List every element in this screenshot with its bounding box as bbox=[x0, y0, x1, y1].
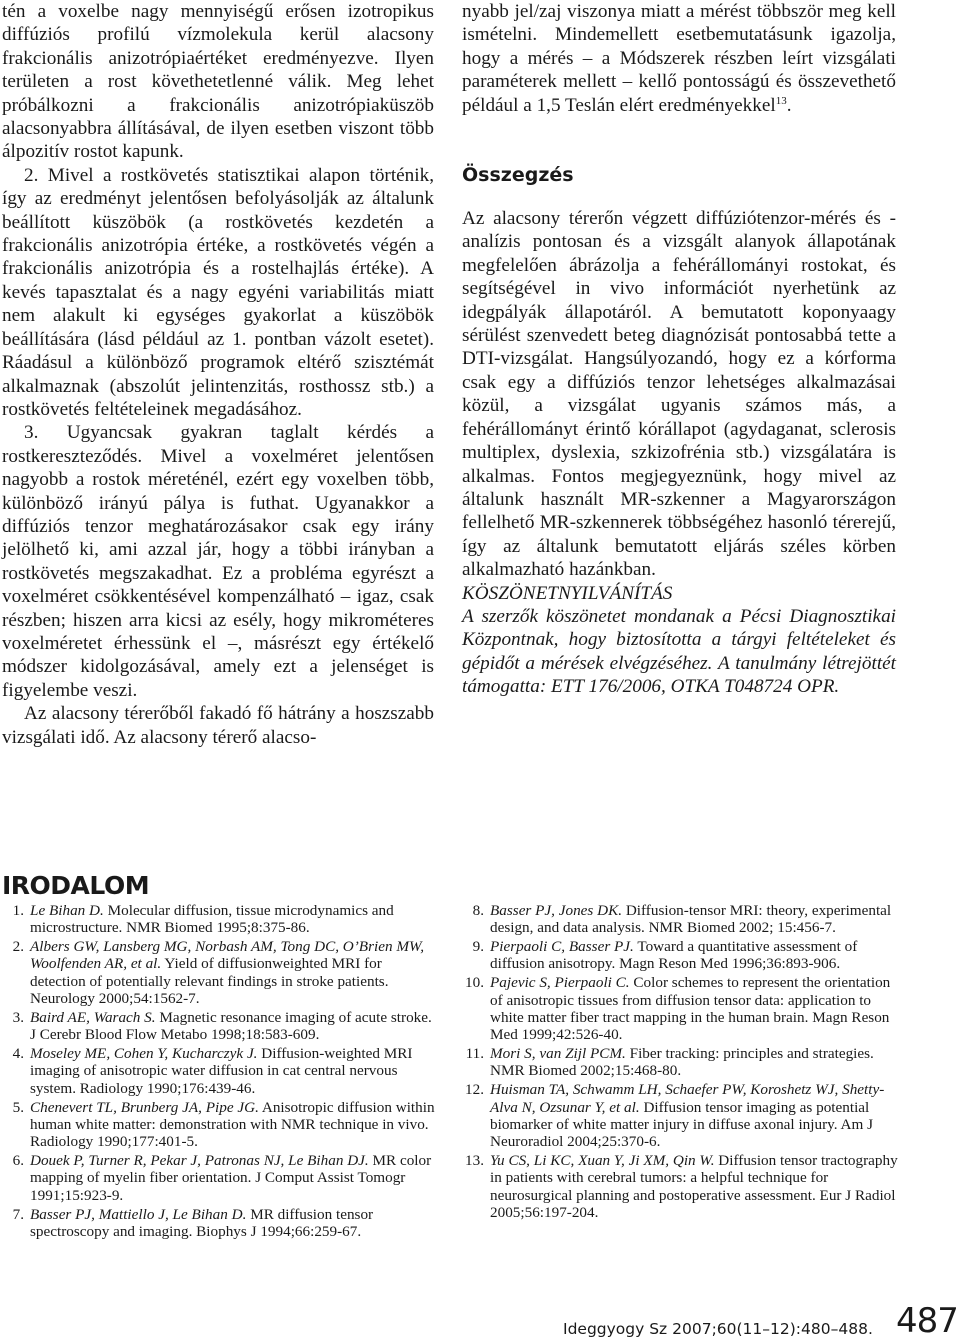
body-column-left bbox=[2, 0, 434, 749]
reference-text: Toward a quantitative assessment of diffusion anisotropy. Magn Reson Med 1996;36:893-906. bbox=[490, 938, 858, 973]
reference-authors: Basser PJ, Jones DK. bbox=[490, 902, 623, 919]
reference-number: 3. bbox=[12, 1008, 24, 1026]
reference-text: Molecular diffusion, tissue microdynamics and microstructure. NMR Biomed 1995;8:375-86. bbox=[30, 902, 394, 937]
reference-authors: Yu CS, Li KC, Xuan Y, Ji XM, Qin W. bbox=[490, 1152, 715, 1170]
reference-item bbox=[460, 1152, 898, 1221]
reference-item bbox=[0, 1099, 436, 1151]
reference-text: Diffusion-weighted MRI imaging of anisotropic water diffusion in cat central nervous system. Radiology 1990;176:439-46. bbox=[30, 1045, 413, 1097]
acknowledgement-heading: KÖSZÖNETNYILVÁNÍTÁS bbox=[462, 582, 673, 604]
reference-item bbox=[0, 902, 436, 937]
body-paragraph: tén a voxelbe nagy mennyiségű erősen izotropikus diffúziós profilú vízmolekula kerül alacsony frakcionális anizotrópiaértéket eredményezve. Ilyen területen a rost követhetetlenné válik. Meg lehet próbálkozni a frakcionális anizotrópiaküszöb alacsonyabbra állításával, de ilyen esetben viszont több álpozitív rostot kapunk. bbox=[2, 1, 434, 163]
body-column-right bbox=[462, 0, 896, 699]
reference-authors: Pierpaoli C, Basser PJ. bbox=[490, 938, 634, 956]
reference-authors: Moseley ME, Cohen Y, Kucharczyk J. bbox=[30, 1045, 258, 1063]
body-paragraph: 3. Ugyancsak gyakran taglalt kérdés a rostkereszteződés. Mivel a voxelméret jelentősen nagyobb a rostok méreténél, ezért egy voxelben több, különböző irányú pálya is futhat. Ugyanakkor a diffúziós tenzor meghatározásakor csak egy irány jelölhető ki, ami azzal jár, hogy a többi irányban a rostkövetés megszakadhat. Ez a probléma egyrészt a voxelméret csökkentésével kompenzálható – igaz, csak részben; hiszen arra kicsi az esély, hogy mikrométeres voxelméretet érhessünk el –, másrészt egy értékelő módszer kidolgozásával, amely ezt a jelenséget is figyelembe veszi. bbox=[2, 422, 434, 701]
reference-authors: Baird AE, Warach S. bbox=[30, 1008, 156, 1026]
reference-text: Fiber tracking: principles and strategies. NMR Biomed 2002;15:468-80. bbox=[490, 1045, 874, 1080]
reference-number: 13. bbox=[465, 1152, 484, 1170]
body-paragraph: Az alacsony térerőből fakadó fő hátrány a hoszszabb vizsgálati idő. Az alacsony térerő alacso- bbox=[2, 703, 434, 748]
reference-number: 1. bbox=[12, 902, 24, 919]
reference-number: 12. bbox=[465, 1081, 484, 1099]
page-number: 487 bbox=[896, 1301, 958, 1341]
reference-number: 11. bbox=[465, 1045, 484, 1063]
reference-text: MR color mapping of myelin fiber orientation. J Comput Assist Tomogr 1991;15:923-9. bbox=[30, 1152, 432, 1204]
reference-text: Diffusion tensor tractography in patients with cerebral tumors: a helpful technique for neurosurgical planning and postoperative assessment. Eur J Radiol 2005;56:197-204. bbox=[490, 1152, 898, 1222]
reference-number: 8. bbox=[472, 902, 484, 919]
reference-list-right bbox=[460, 902, 898, 1223]
reference-item bbox=[0, 1009, 436, 1044]
reference-item bbox=[460, 974, 898, 1043]
summary-paragraph: Az alacsony térerőn végzett diffúziótenzor-mérés és -analízis pontosan és a vizsgált alanyok állapotának megfelelően ábrázolja a fehérállományi rostokat, és segítségével in vivo információt nyerhetünk az idegpályák állapotáról. A bemutatott koponyaagy sérülést szenvedett beteg diagnózisát pontosabbá tette a DTI-vizsgálat. Hangsúlyozandó, hogy ez a kórforma csak egy a diffúziós tenzor lehetséges alkalmazásai közül, a vizsgálat ugyanis számos más, a fehérállományt érintő kórállapot (agydaganat, sclerosis multiplex, dyslexia, szkizofrénia stb.) vizsgálatára is alkalmas. Fontos megjegyeznünk, hogy mivel az általunk használt MR-szkenner a Magyarországon fellelhető MR-szkennerek többségéhez hasonló térerejű, így az általunk bemutatott eljárás széles körben alkalmazható hazánkban. bbox=[462, 208, 896, 581]
reference-authors: Huisman TA, Schwamm LH, Schaefer PW, Koroshetz WJ, Shetty-Alva N, Ozsunar Y, et al. bbox=[490, 1081, 885, 1116]
reference-authors: Basser PJ, Mattiello J, Le Bihan D. bbox=[30, 1205, 247, 1223]
body-paragraph: 2. Mivel a rostkövetés statisztikai alapon történik, így az eredményt jelentősen befolyásolják az általunk beállított küszöbök (a rostkövetés kezdetén a frakcionális anizotrópia értéke, a rostkövetés végén a frakcionális anizotrópia és a rostelhajlás értéke). A kevés tapasztalat és a nagy egyéni variabilitás miatt nem alakult ki egységes gyakorlat a küszöbök beállítására (lásd például az 1. pontban vázolt esetet). Ráadásul a különböző programok eltérő szisztémát alkalmaznak (abszolút jelintenzitás, rosthossz stb.) a rostkövetés feltételeinek megadásához. bbox=[2, 164, 434, 420]
reference-authors: Douek P, Turner R, Pekar J, Patronas NJ, Le Bihan DJ. bbox=[30, 1152, 369, 1170]
reference-authors: Albers GW, Lansberg MG, Norbash AM, Tong DC, O’Brien MW, Woolfenden AR, et al. bbox=[30, 938, 425, 973]
acknowledgement-text: A szerzők köszönetet mondanak a Pécsi Diagnosztikai Központnak, hogy biztosította a tárgyi feltételeket és gépidőt a mérések elvégzéséhez. A tanulmány létrejöttét támogatta: ETT 176/2006, OTKA T048724 OPR. bbox=[462, 605, 896, 698]
reference-item bbox=[0, 938, 436, 1007]
reference-number: 2. bbox=[12, 938, 24, 956]
reference-number: 7. bbox=[12, 1205, 24, 1223]
reference-item bbox=[0, 1152, 436, 1204]
reference-item bbox=[460, 938, 898, 973]
reference-number: 4. bbox=[12, 1045, 24, 1063]
reference-item bbox=[0, 1206, 436, 1241]
reference-item bbox=[460, 902, 898, 937]
reference-list-left bbox=[0, 902, 436, 1242]
references-heading: IRODALOM bbox=[2, 870, 150, 900]
reference-text: Yield of diffusionweighted MRI for detection of potentially relevant findings in stroke patients. Neurology 2000;54:1562-7. bbox=[30, 955, 389, 1008]
reference-number: 9. bbox=[472, 938, 484, 956]
reference-number: 5. bbox=[12, 1098, 24, 1116]
continuation-text: nyabb jel/zaj viszonya miatt a mérést többször meg kell ismételni. Mindemellett esetbemutatásunk igazolja, hogy a mérés – a Módszerek részben leírt vizsgálati paraméterek mellett – kellő pontosságú és összevethető például a 1,5 Teslán elért eredményekkel bbox=[462, 1, 896, 116]
reference-item bbox=[0, 1045, 436, 1097]
reference-text: MR diffusion tensor spectroscopy and imaging. Biophys J 1994;66:259-67. bbox=[30, 1205, 374, 1240]
body-paragraph bbox=[462, 0, 896, 117]
reference-text: Diffusion-tensor MRI: theory, experimental design, and data analysis. NMR Biomed 2002; 15:456-7. bbox=[490, 902, 892, 937]
citation-reference: 13 bbox=[775, 94, 787, 107]
section-heading-summary: Összegzés bbox=[462, 164, 574, 187]
reference-text: Anisotropic diffusion within human white matter: demonstration with NMR technique in vivo. Radiology 1990;177:401-5. bbox=[30, 1098, 435, 1151]
reference-text: Color schemes to represent the orientation of anisotropic tissues from diffusion tensor data: application to white matter fiber tract mapping in the human brain. Magn Reson Med 1999;42:526-40. bbox=[490, 974, 891, 1044]
sentence-end: . bbox=[786, 94, 792, 116]
reference-item bbox=[460, 1045, 898, 1080]
reference-authors: Mori S, van Zijl PCM. bbox=[490, 1045, 626, 1063]
reference-item bbox=[460, 1081, 898, 1150]
reference-number: 6. bbox=[12, 1152, 24, 1170]
reference-authors: Pajevic S, Pierpaoli C. bbox=[490, 974, 630, 992]
journal-citation: Ideggyogy Sz 2007;60(11–12):480–488. bbox=[563, 1320, 873, 1338]
reference-authors: Chenevert TL, Brunberg JA, Pipe JG. bbox=[30, 1098, 259, 1116]
reference-authors: Le Bihan D. bbox=[30, 902, 104, 919]
reference-text: Magnetic resonance imaging of acute stroke. J Cerebr Blood Flow Metabo 1998;18:583-609. bbox=[30, 1008, 432, 1044]
reference-text: Diffusion tensor imaging as potential biomarker of white matter injury in diffuse axonal injury. Am J Neuroradiol 2004;25:370-6. bbox=[490, 1098, 873, 1151]
reference-number: 10. bbox=[465, 974, 484, 992]
